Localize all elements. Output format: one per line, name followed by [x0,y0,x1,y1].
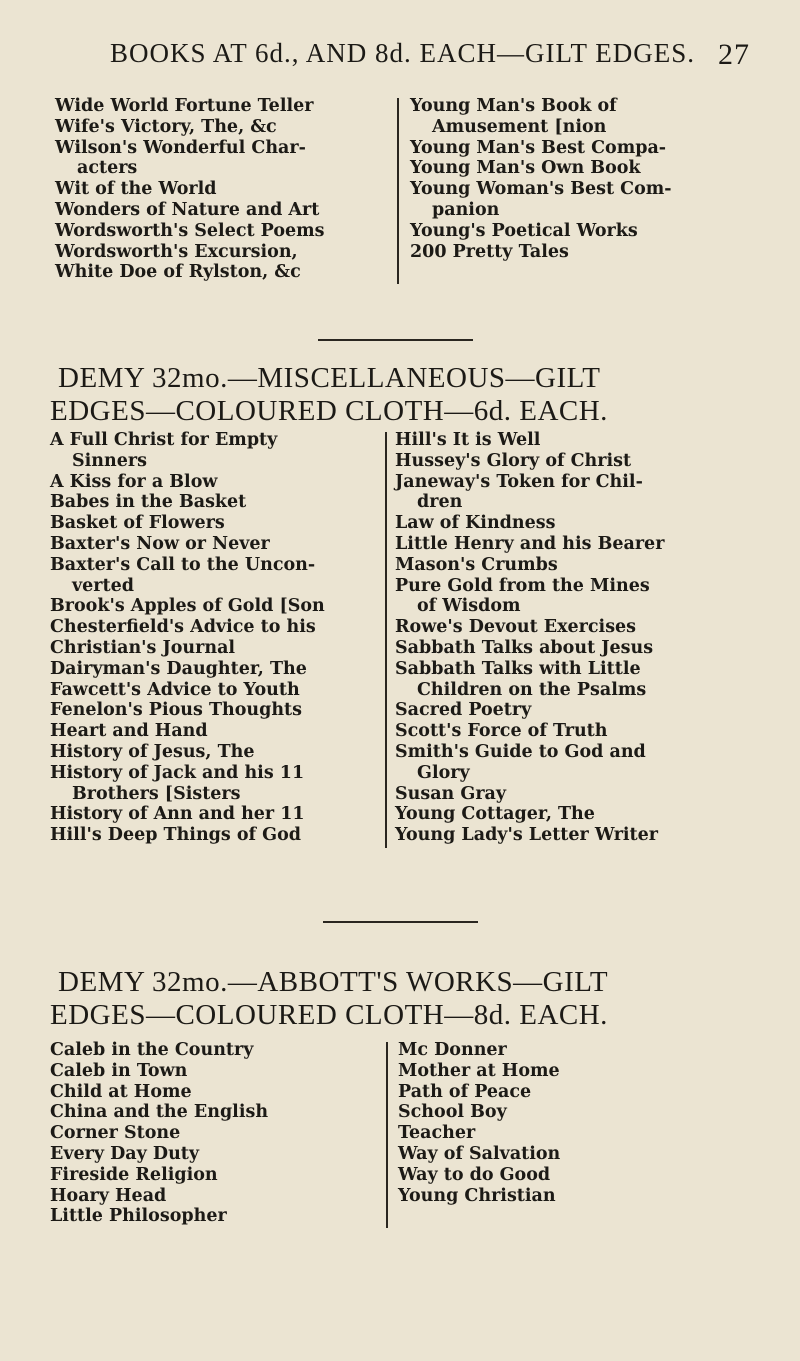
list-item: Teacher [398,1123,476,1144]
section2-right-column [395,430,664,846]
list-item: dren [417,492,463,513]
list-item: verted [72,575,134,596]
running-head [110,38,750,69]
list-item: Wordsworth's Excursion, [55,241,298,262]
list-item: Hussey's Glory of Christ [395,450,632,471]
list-item: Christian's Journal [50,637,236,658]
list-item: Dairyman's Daughter, The [50,658,307,679]
list-item: Young's Poetical Works [410,220,638,241]
section1-left-column [55,96,325,283]
section3-heading-line1: DEMY 32mo.—ABBOTT'S WORKS—GILT [58,966,609,998]
section2-heading-line1: DEMY 32mo.—MISCELLANEOUS—GILT [58,362,601,394]
section3-heading [50,966,750,1032]
list-item: Caleb in the Country [50,1040,254,1060]
list-item: Rowe's Devout Exercises [395,617,637,638]
list-item: Amusement [nion [432,116,607,137]
section-rule [323,921,478,923]
list-item: China and the English [50,1102,269,1123]
page-number: 27 [718,38,750,71]
section3-right-column [398,1040,560,1206]
list-item: Young Man's Best Compa- [410,137,667,158]
list-item: Heart and Hand [50,721,208,742]
list-item: Young Christian [398,1185,556,1206]
list-item: Fenelon's Pious Thoughts [50,700,302,721]
list-item: Mother at Home [398,1060,560,1081]
list-item: 200 Pretty Tales [410,241,569,262]
list-item: White Doe of Rylston, &c [55,262,301,283]
list-item: Babes in the Basket [50,492,247,513]
list-item: Basket of Flowers [50,513,225,534]
list-item: Young Lady's Letter Writer [395,825,658,846]
list-item: Pure Gold from the Mines [395,575,650,596]
section3-left-column [50,1040,268,1227]
list-item: Hoary Head [50,1185,167,1206]
list-item: Wonders of Nature and Art [55,199,320,220]
list-item: Fireside Religion [50,1164,218,1185]
list-item: Little Philosopher [50,1206,227,1227]
list-item: Wife's Victory, The, &c [55,116,277,137]
list-item: Mason's Crumbs [395,554,558,575]
column-divider [386,1042,388,1228]
section1-right-column [410,96,672,262]
list-item: Mc Donner [398,1040,507,1060]
list-item: Wit of the World [55,179,217,200]
list-item: Sacred Poetry [395,700,532,721]
list-item: Children on the Psalms [417,679,647,700]
list-item: Little Henry and his Bearer [395,533,665,554]
list-item: Sinners [72,450,147,471]
running-head-text: BOOKS AT 6d., AND 8d. EACH—GILT EDGES. [110,38,696,68]
list-item: Hill's It is Well [395,430,541,450]
list-item: acters [77,158,138,179]
list-item: Wide World Fortune Teller [55,96,314,116]
list-item: A Kiss for a Blow [50,471,218,492]
list-item: Law of Kindness [395,513,556,534]
list-item: History of Ann and her 11 [50,804,305,825]
list-item: History of Jesus, The [50,741,255,762]
list-item: Way of Salvation [398,1143,561,1164]
list-item: panion [432,199,500,220]
list-item: Young Man's Book of [410,96,617,116]
section3-heading-line2: EDGES—COLOURED CLOTH—8d. EACH. [50,999,608,1031]
list-item: Young Woman's Best Com- [410,179,672,200]
list-item: Young Man's Own Book [410,158,641,179]
list-item: Baxter's Call to the Uncon- [50,554,316,575]
column-divider [397,98,399,284]
list-item: Sabbath Talks with Little [395,658,641,679]
list-item: Caleb in Town [50,1060,188,1081]
list-item: Way to do Good [398,1164,551,1185]
list-item: Path of Peace [398,1081,532,1102]
list-item: Chesterfield's Advice to his [50,617,316,638]
list-item: Brook's Apples of Gold [Son [50,596,325,617]
list-item: Child at Home [50,1081,192,1102]
list-item: Janeway's Token for Chil- [395,471,643,492]
list-item: Wordsworth's Select Poems [55,220,325,241]
list-item: Sabbath Talks about Jesus [395,637,654,658]
list-item: Brothers [Sisters [72,783,241,804]
list-item: Baxter's Now or Never [50,533,270,554]
list-item: Smith's Guide to God and [395,741,646,762]
list-item: Fawcett's Advice to Youth [50,679,300,700]
list-item: Corner Stone [50,1123,181,1144]
section2-heading [50,362,750,428]
list-item: History of Jack and his 11 [50,762,305,783]
list-item: A Full Christ for Empty [50,430,278,450]
list-item: Every Day Duty [50,1143,200,1164]
section2-heading-line2: EDGES—COLOURED CLOTH—6d. EACH. [50,395,608,427]
column-divider [385,432,387,848]
list-item: of Wisdom [417,596,521,617]
list-item: Wilson's Wonderful Char- [55,137,306,158]
section2-left-column [50,430,325,846]
list-item: Scott's Force of Truth [395,721,608,742]
list-item: Susan Gray [395,783,507,804]
list-item: Young Cottager, The [395,804,595,825]
section-rule [318,339,473,341]
list-item: School Boy [398,1102,507,1123]
list-item: Hill's Deep Things of God [50,825,301,846]
list-item: Glory [417,762,470,783]
